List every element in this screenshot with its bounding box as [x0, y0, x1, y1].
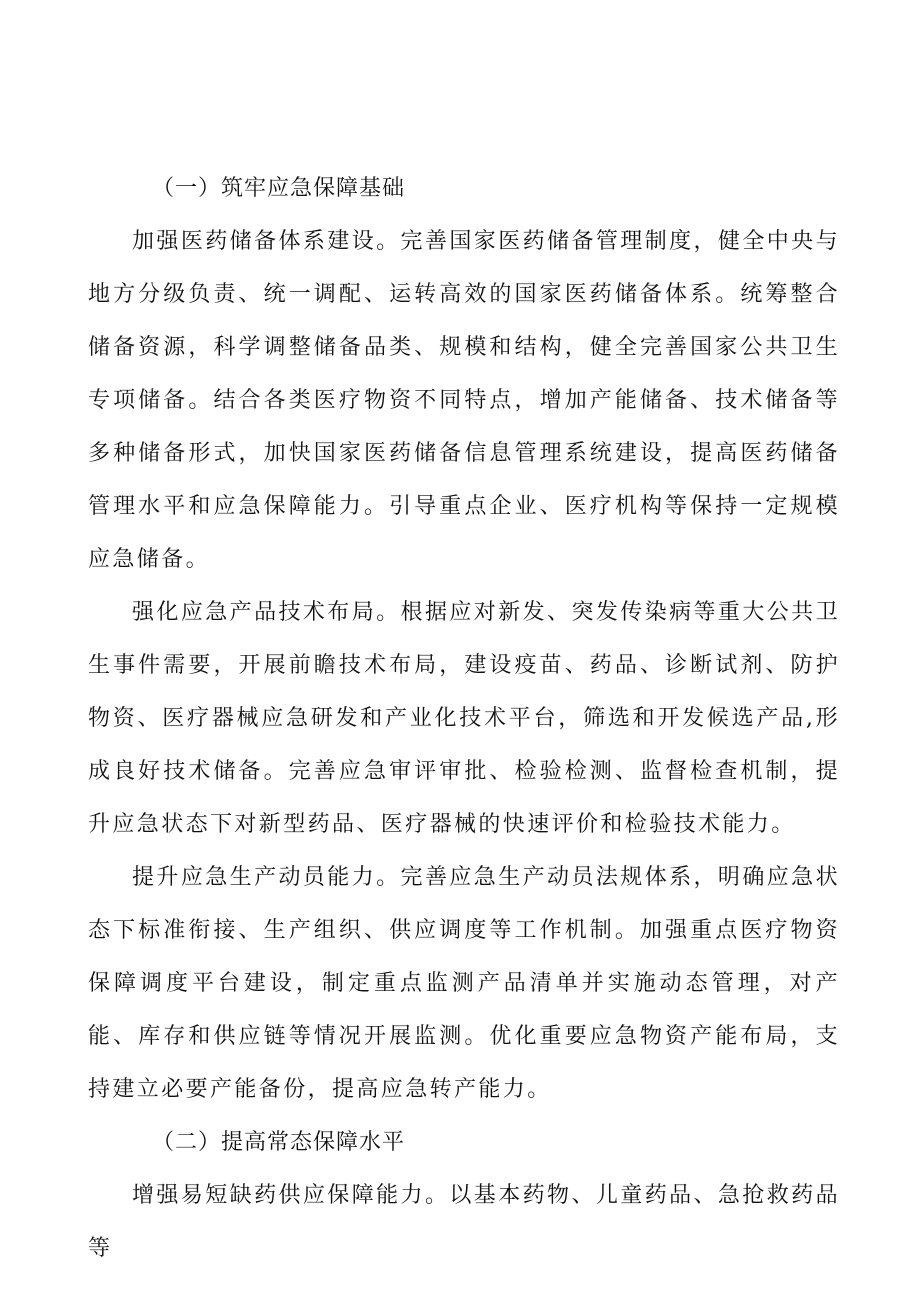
paragraph: 增强易短缺药供应保障能力。以基本药物、儿童药品、急抢救药品等 — [88, 1183, 840, 1261]
paragraph: 提升应急生产动员能力。完善应急生产动员法规体系，明确应急状态下标准衔接、生产组织、供应调度等工作机制。加强重点医疗物资保障调度平台建设，制定重点监测产品清单并实施动态管理，对产能、库存和供应链等情况开展监测。优化重要应急物资产能布局，支持建立必要产能备份，提高应急转产能力。 — [88, 865, 840, 1102]
section-heading: （二）提高常态保障水平 — [152, 1130, 406, 1155]
section-heading: （一）筑牢应急保障基础 — [152, 176, 406, 201]
paragraph: 加强医药储备体系建设。完善国家医药储备管理制度，健全中央与地方分级负责、统一调配、运转高效的国家医药储备体系。统筹整合储备资源，科学调整储备品类、规模和结构，健全完善国家公共卫生专项储备。结合各类医疗物资不同特点，增加产能储备、技术储备等多种储备形式，加快国家医药储备信息管理系统建设，提高医药储备管理水平和应急保障能力。引导重点企业、医疗机构等保持一定规模应急储备。 — [88, 229, 840, 572]
document-body — [88, 162, 840, 1275]
paragraph: 强化应急产品技术布局。根据应对新发、突发传染病等重大公共卫生事件需要，开展前瞻技术布局，建设疫苗、药品、诊断试剂、防护物资、医疗器械应急研发和产业化技术平台，筛选和开发候选产品,形成良好技术储备。完善应急审评审批、检验检测、监督检查机制，提升应急状态下对新型药品、医疗器械的快速评价和检验技术能力。 — [88, 600, 840, 837]
